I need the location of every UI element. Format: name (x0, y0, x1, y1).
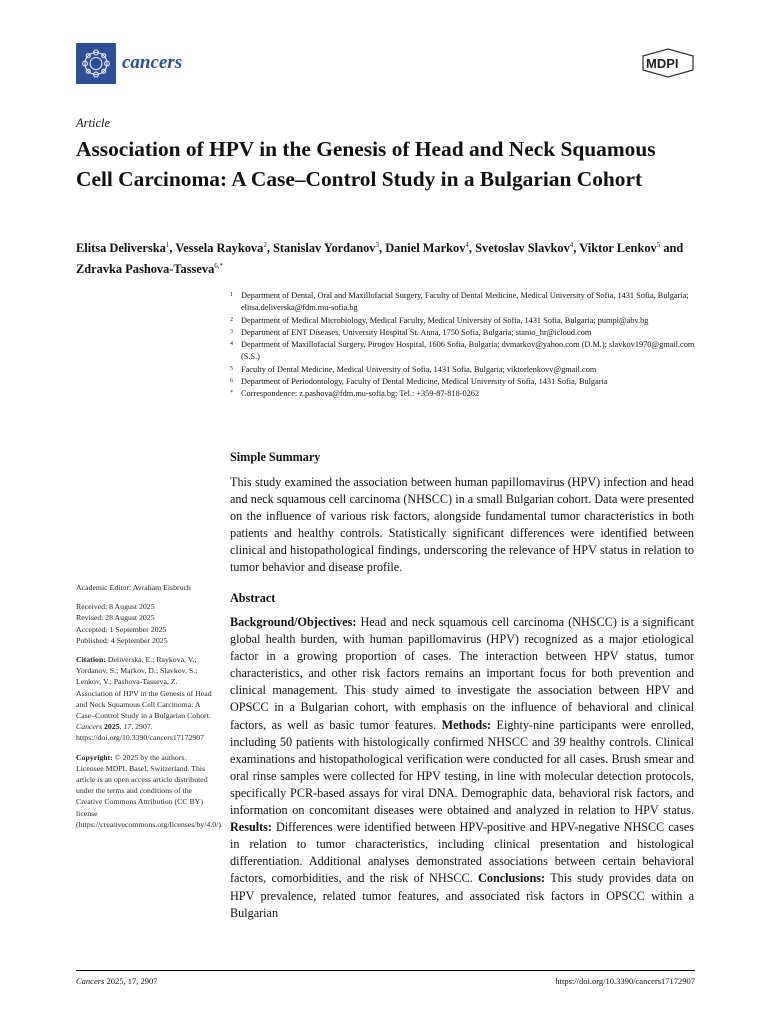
revised-date: Revised: 28 August 2025 (76, 613, 155, 623)
citation[interactable]: Citation: Deliverska, E.; Raykova, V.; Yordanov, S.; Markov, D.; Slavkov, S.; Lenkov, V.; Pashova-Tasseva, Z. Association of HPV in the Genesis of Head and Neck Squamous Cell Carcinoma: A Case–Control Study in a Bulgarian Cohort. Cancers 2025, 17, 2907. https://doi.org/10.3390/cancers17172907 (76, 655, 212, 743)
abstract-results-label: Results: (230, 820, 272, 835)
author-list: Elitsa Deliverska$^1$, Vessela Raykova$^2$, Stanislav Yordanov$^3$, Daniel Markov$^4$, Svetoslav Slavkov$^4$, Viktor Lenkov$^5$ and Zdravka Pashova-Tasseva$^{6,*}$ (76, 241, 684, 277)
affiliation-item: 2 Department of Medical Microbiology, Medical Faculty, Medical University of Sofia, 1431 Sofia, Bulgaria; pumpi@abv.bg (230, 315, 649, 325)
copyright: Copyright: © 2025 by the authors. Licensee MDPI, Basel, Switzerland. This article is an open access article distributed under the terms and conditions of the Creative Commons Attribution (CC BY) license (https://creativecommons.org/licenses/by/4.0/). (76, 752, 223, 829)
simple-summary-heading: Simple Summary (230, 450, 321, 464)
simple-summary-text: This study examined the association between human papillomavirus (HPV) infection and head and neck squamous cell carcinoma (NHSCC) in a small Bulgarian cohort. Data were presented on the influence of various risk factors, alongside fundamental tumor characteristics in both patients and healthy controls. Statistically significant differences were identified between clinical and histopathological findings, underscoring the relevance of HPV status in relation to tumor behavior and disease profile. (230, 475, 694, 575)
affiliation-item: 1 Department of Dental, Oral and Maxillofacial Surgery, Faculty of Dental Medicine, Medical University of Sofia, 1431 Sofia, Bulgaria; elitsa.deliverska@fdm.mu-sofia.bg (230, 291, 689, 313)
accepted-date: Accepted: 1 September 2025 (76, 624, 167, 634)
abstract-conclusions-label: Conclusions: (478, 871, 546, 886)
footer-doi-link[interactable]: https://doi.org/10.3390/cancers17172907 (555, 976, 695, 986)
correspondence: * Correspondence: z.pashova@fdm.mu-sofia.bg; Tel.: +359-87-818-0262 (230, 389, 480, 399)
footer-citation: Cancers 2025, 17, 2907 (76, 976, 158, 986)
abstract-methods-label: Methods: (441, 717, 492, 732)
affiliation-item: 3 Department of ENT Diseases, University Hospital St. Anna, 1750 Sofia, Bulgaria; stanio_hr@icloud.com (230, 327, 592, 337)
article-type: Article (76, 116, 111, 130)
journal-logo-icon (76, 43, 116, 84)
author[interactable]: Viktor Lenkov$^5$ (579, 241, 661, 256)
author[interactable]: Stanislav Yordanov$^3$ (273, 241, 380, 256)
affiliation-item: 5 Faculty of Dental Medicine, Medical University of Sofia, 1431 Sofia, Bulgaria; viktorlenkovv@gmail.com (230, 364, 597, 374)
sidebar (76, 582, 223, 838)
affiliation-item: 6 Department of Periodontology, Faculty of Dental Medicine, Medical University of Sofia, 1431 Sofia, Bulgaria (230, 377, 608, 387)
published-date: Published: 4 September 2025 (76, 635, 168, 645)
abstract-background-label: Background/Objectives: (230, 615, 357, 629)
abstract-text: Background/Objectives: Head and neck squamous cell carcinoma (NHSCC) is a significant global health burden, with human papillomavirus (HPV) recognized as a major etiological factor in a growing proportion of cases. The interaction between HPV status, tumor characteristics, and other risk factors remains an important focus for both prevention and clinical management. This study aimed to investigate the association between HPV and OPSCC in a Bulgarian cohort, with emphasis on the influence of behavioral and clinical factors, as well as basic tumor features. Methods: Eighty-nine participants were enrolled, including 50 patients with histologically confirmed NHSCC and 39 healthy controls. Clinical examinations and histopathological verification were conducted for all cases. Brush smear and oral rinse samples were collected for HPV testing, in line with molecular detection protocols, specifically PCR-based assays for viral DNA. Demographic data, behavioral risk factors, and information on concomitant diseases were obtained and analyzed in relation to HPV status. Results: Differences were identified between HPV-positive and HPV-negative NHSCC cases in relation to tumor characteristics, including clinical presentation and histological differentiation. Additional analyses demonstrated associations between certain behavioral factors, comorbidities, and the risk of NHSCC. Conclusions: This study provides data on HPV prevalence, related tumor features, and associated risk factors in OPSCC within a Bulgarian (230, 615, 694, 920)
footer-divider (76, 970, 695, 971)
author[interactable]: Elitsa Deliverska$^1$ (76, 241, 170, 256)
affiliation-item: 4 Department of Maxillofacial Surgery, Pirogov Hospital, 1606 Sofia, Bulgaria; dvmarkov@yahoo.com (D.M.); slavkov1970@gmail.com (S.S.) (230, 340, 695, 362)
author[interactable]: Svetoslav Slavkov$^4$ (475, 241, 574, 256)
author[interactable]: Daniel Markov$^4$ (385, 241, 469, 256)
publisher-name[interactable]: MDPI (646, 56, 679, 71)
received-date: Received: 8 August 2025 (76, 602, 155, 612)
affiliations (230, 290, 700, 401)
article-title: Association of HPV in the Genesis of Head and Neck Squamous Cell Carcinoma: A Case–Control Study in a Bulgarian Cohort (76, 137, 656, 191)
author[interactable]: Zdravka Pashova-Tasseva$^{6,*}$ (76, 262, 224, 277)
author[interactable]: Vessela Raykova$^2$ (175, 241, 267, 256)
abstract-heading: Abstract (230, 591, 276, 605)
journal-logo (76, 43, 116, 84)
academic-editor: Academic Editor: Avraham Eisbruch (76, 583, 191, 592)
journal-name[interactable]: cancers (122, 52, 183, 73)
